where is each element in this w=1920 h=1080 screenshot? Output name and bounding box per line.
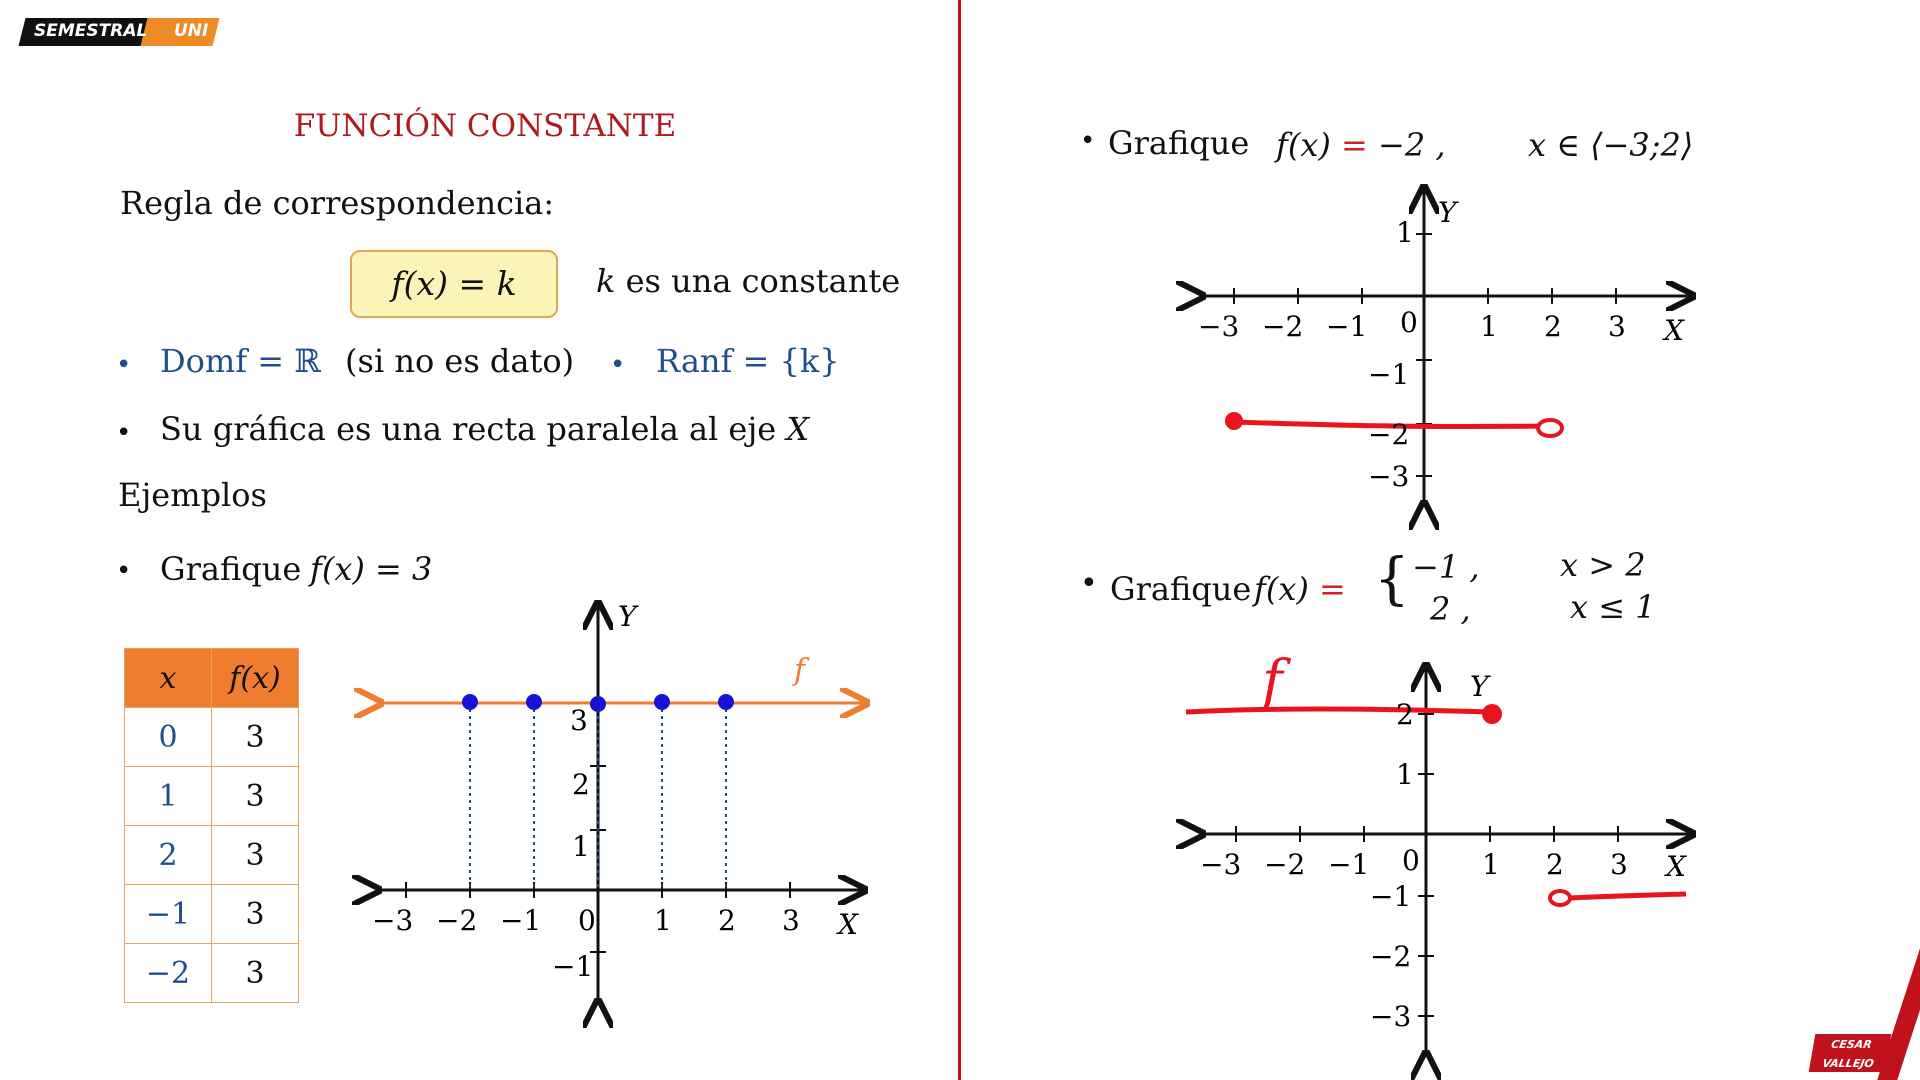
g3-function-left [1186, 709, 1490, 712]
example2-formula-lhs: f(x) [1276, 126, 1331, 164]
example2-formula [1276, 126, 1446, 164]
example3-formula [1254, 570, 1346, 608]
g2-ytick: −3 [1368, 460, 1410, 493]
g3-closed-endpoint [1482, 704, 1502, 724]
case-value: 2 , [1430, 590, 1471, 628]
bullet-dot: • [610, 350, 626, 380]
bullet-dot: • [1080, 126, 1096, 156]
g3-ytick: 2 [1396, 698, 1414, 731]
example2-formula-rhs: −2 , [1378, 126, 1446, 164]
cesar-vallejo-logo [1809, 1034, 1892, 1072]
example2-label: Grafique [1108, 124, 1250, 162]
g3-function-right [1570, 894, 1686, 898]
example3-label: Grafique [1110, 570, 1252, 608]
g2-xtick: −2 [1262, 310, 1304, 343]
example1-label: Grafique [160, 550, 302, 588]
g3-ytick: −2 [1370, 940, 1412, 973]
bullet-dot: • [116, 350, 132, 380]
examples-label: Ejemplos [118, 476, 267, 514]
property-sentence: Su gráfica es una recta paralela al eje [160, 410, 787, 448]
domain-note: (si no es dato) [345, 342, 575, 380]
g3-y-label: Y [1470, 670, 1489, 703]
table-header-fx: f(x) [212, 649, 299, 708]
g3-ytick: 1 [1396, 758, 1414, 791]
g1-ytick: 1 [572, 830, 590, 863]
property-axis: X [786, 410, 810, 448]
g2-xtick: 1 [1480, 310, 1498, 343]
table-cell: −1 [125, 885, 212, 944]
bullet-dot: • [116, 418, 132, 448]
g2-xtick: −1 [1326, 310, 1368, 343]
g2-x-label: X [1664, 314, 1684, 347]
rule-note-variable: k [596, 262, 616, 300]
case-condition: x > 2 [1560, 546, 1646, 584]
table-cell: 3 [212, 944, 299, 1003]
g1-ytick: −1 [552, 950, 594, 983]
example2-formula-eq: = [1341, 126, 1368, 164]
example1-formula: f(x) = 3 [310, 550, 433, 588]
footer-logo-line2: VALLEJO [1821, 1057, 1875, 1070]
g1-xtick: −1 [500, 904, 542, 937]
g3-xtick: 2 [1546, 848, 1564, 881]
g2-xtick: 0 [1400, 306, 1418, 339]
example3-formula-eq: = [1319, 570, 1346, 608]
g3-f-label: f [1262, 649, 1283, 714]
table-cell: 3 [212, 708, 299, 767]
table-cell: 0 [125, 708, 212, 767]
table-cell: 3 [212, 885, 299, 944]
g1-x-label: X [838, 908, 858, 941]
g3-xtick: −2 [1264, 848, 1306, 881]
g2-y-label: Y [1438, 196, 1457, 229]
rule-formula-box: f(x) = k [350, 250, 558, 318]
g1-xtick: −3 [372, 904, 414, 937]
g1-point [462, 694, 478, 710]
case-condition: x ≤ 1 [1570, 588, 1656, 626]
table-cell: 1 [125, 767, 212, 826]
g2-ytick: −2 [1368, 418, 1410, 451]
rule-label: Regla de correspondencia: [120, 184, 555, 222]
g2-xtick: 3 [1608, 310, 1626, 343]
g1-point [718, 694, 734, 710]
g2-ytick: −1 [1368, 358, 1410, 391]
g3-xtick: −3 [1200, 848, 1242, 881]
domain-formula: Domf = ℝ [160, 342, 321, 380]
g3-open-endpoint [1550, 891, 1570, 905]
g3-ytick: −1 [1370, 880, 1412, 913]
g1-ytick: 3 [570, 704, 588, 737]
g3-xtick: 1 [1482, 848, 1500, 881]
g1-f-label: f [794, 653, 806, 688]
footer-logo-line1: CESAR [1830, 1038, 1873, 1051]
table-cell: 3 [212, 826, 299, 885]
logo-text-uni: UNI [174, 21, 209, 41]
g1-xtick: 1 [654, 904, 672, 937]
g3-xtick: 0 [1402, 844, 1420, 877]
g2-closed-endpoint [1225, 412, 1243, 430]
g1-point [526, 694, 542, 710]
g1-point [654, 694, 670, 710]
example2-domain: x ∈ ⟨−3;2⟩ [1528, 126, 1694, 164]
logo-text-semestral: SEMESTRAL [34, 21, 148, 41]
table-cell: 3 [212, 767, 299, 826]
g3-xtick: −1 [1328, 848, 1370, 881]
g2-ytick: 1 [1396, 216, 1414, 249]
rule-note-text: es una constante [615, 262, 901, 300]
table-header-x: x [125, 649, 212, 708]
bullet-dot: • [116, 556, 132, 586]
example3-formula-lhs: f(x) [1254, 570, 1309, 608]
g2-xtick: −3 [1198, 310, 1240, 343]
g2-open-endpoint [1538, 420, 1562, 436]
g1-y-label: Y [618, 600, 637, 633]
g3-x-label: X [1666, 850, 1686, 883]
g1-x-ticks [372, 904, 800, 937]
table-cell: −2 [125, 944, 212, 1003]
g3-ytick: −3 [1370, 1000, 1412, 1033]
bullet-dot: • [1080, 566, 1098, 601]
g1-point [590, 696, 606, 712]
page-title: FUNCIÓN CONSTANTE [293, 108, 677, 144]
piecewise-brace: { [1374, 547, 1410, 612]
g2-xtick: 2 [1544, 310, 1562, 343]
g1-xtick: 0 [578, 904, 596, 937]
g3-xtick: 3 [1610, 848, 1628, 881]
range-formula: Ranf = {k} [656, 342, 840, 380]
table-cell: 2 [125, 826, 212, 885]
g1-xtick: 3 [782, 904, 800, 937]
g1-xtick: −2 [436, 904, 478, 937]
g1-ytick: 2 [572, 768, 590, 801]
case-value: −1 , [1412, 548, 1480, 586]
g1-xtick: 2 [718, 904, 736, 937]
